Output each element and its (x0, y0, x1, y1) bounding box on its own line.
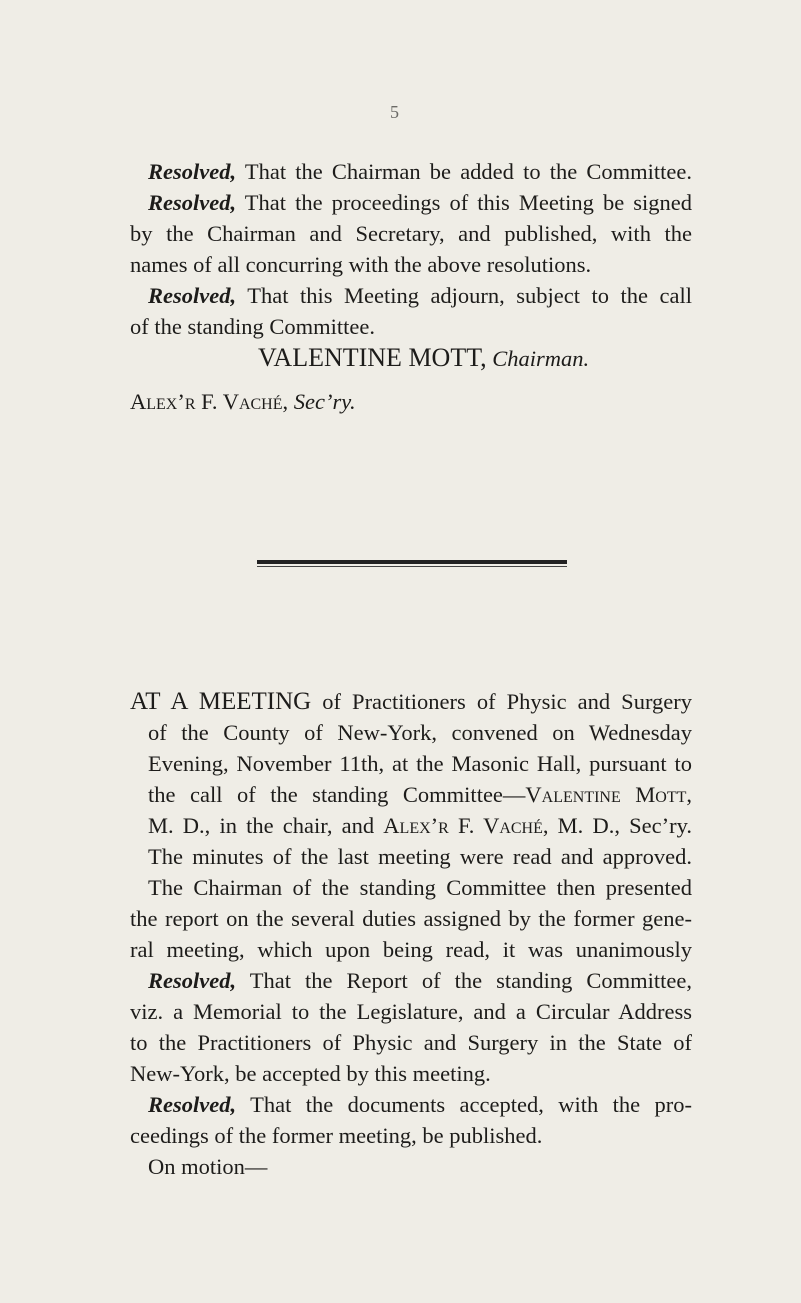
meeting-line-2: of the County of New-York, convened on Wednesday (148, 720, 692, 745)
resolution-3-line-2: of the standing Committee. (130, 314, 375, 339)
secretary-name: Alex’r F. Vaché, (130, 389, 289, 414)
resolution-text: That the Chairman be added to the Committee. (244, 159, 693, 184)
meeting-text: of Practitioners of Physic and Surgery (322, 689, 693, 714)
chairman-name: Valentine Mott, (525, 782, 692, 807)
meeting-line-12: to the Practitioners of Physic and Surgery in the State of (130, 1030, 692, 1055)
secretary-name: Alex’r F. Vaché, (383, 813, 549, 838)
resolution-1 (148, 159, 692, 185)
resolution-text: That this Meeting adjourn, subject to the call (247, 283, 693, 308)
resolution-3-line-1 (148, 283, 692, 309)
meeting-line-14 (148, 1092, 692, 1118)
meeting-line-6: The minutes of the last meeting were read and approved. (148, 844, 692, 869)
resolution-2-line-1 (148, 190, 692, 216)
meeting-line-11: viz. a Memorial to the Legislature, and a Circular Address (130, 999, 692, 1024)
meeting-line-1 (130, 689, 692, 715)
meeting-line-3: Evening, November 11th, at the Masonic Hall, pursuant to (148, 751, 692, 776)
resolved-label: Resolved, (148, 190, 237, 215)
meeting-line-8: the report on the several duties assigned by the former gene- (130, 906, 692, 931)
resolution-text: That the Report of the standing Committee, (249, 968, 693, 993)
resolved-label: Resolved, (148, 159, 237, 184)
resolution-text: That the proceedings of this Meeting be signed (244, 190, 692, 215)
secretary-title: Sec’ry. (293, 389, 356, 414)
resolution-text: That the documents accepted, with the pro- (250, 1092, 692, 1117)
chairman-name: VALENTINE MOTT, (258, 343, 487, 372)
meeting-text: M. D., in the chair, and (148, 813, 375, 838)
resolution-2-line-3: names of all concurring with the above resolutions. (130, 252, 592, 277)
secretary-signature (130, 389, 356, 415)
resolved-label: Resolved, (148, 283, 237, 308)
meeting-text: the call of the standing Committee— (148, 782, 526, 807)
resolved-label: Resolved, (148, 1092, 237, 1117)
resolution-2-line-2: by the Chairman and Secretary, and published, with the (130, 221, 692, 246)
meeting-line-13: New-York, be accepted by this meeting. (130, 1061, 491, 1086)
meeting-line-9: ral meeting, which upon being read, it was unanimously (130, 937, 692, 962)
meeting-line-10 (148, 968, 692, 994)
meeting-line-5 (148, 813, 692, 839)
chairman-title: Chairman. (492, 346, 590, 371)
page-number: 5 (390, 102, 399, 122)
meeting-text: M. D., Sec’ry. (557, 813, 693, 838)
section-divider (257, 560, 567, 564)
meeting-line-7: The Chairman of the standing Committee then presented (148, 875, 692, 900)
meeting-lead: AT A MEETING (130, 688, 312, 715)
chairman-signature (258, 345, 589, 372)
meeting-line-16: On motion— (148, 1154, 268, 1179)
meeting-line-15: ceedings of the former meeting, be published. (130, 1123, 543, 1148)
meeting-line-4 (148, 782, 692, 808)
resolved-label: Resolved, (148, 968, 237, 993)
